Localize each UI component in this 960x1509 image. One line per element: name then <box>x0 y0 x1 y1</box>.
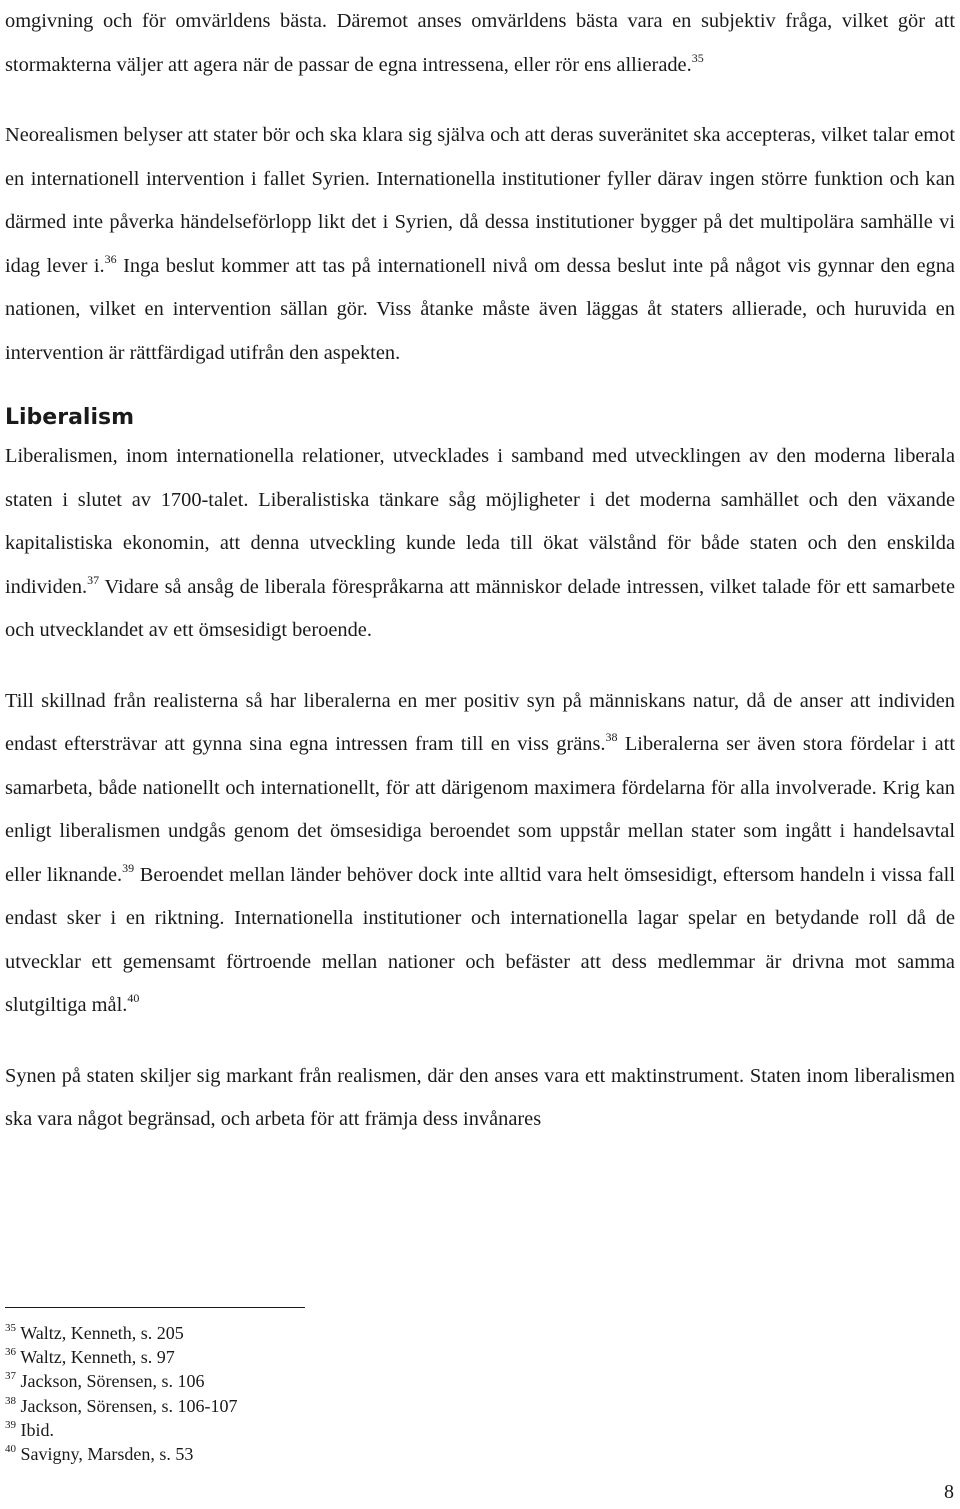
paragraph-text: Synen på staten skiljer sig markant från realismen, där den anses vara ett maktinstrument. Staten inom liberalismen ska vara något begränsad, och arbeta för att främja dess invånares <box>5 1064 955 1130</box>
paragraph-liberal-view <box>5 680 955 1028</box>
footnote <box>5 1418 605 1442</box>
paragraph-text: Till skillnad från realisterna så har liberalerna en mer positiv syn på människans natur, då de anser att individen endast eftersträvar att gynna sina egna intressen fram till en viss gräns. <box>5 689 955 755</box>
footnote-number: 36 <box>5 1346 16 1359</box>
paragraph-state-view <box>5 1055 955 1142</box>
footnote <box>5 1345 605 1369</box>
footnote <box>5 1369 605 1393</box>
footnote-ref: 38 <box>605 730 618 745</box>
footnote-text: Ibid. <box>20 1419 54 1440</box>
footnote-number: 39 <box>5 1418 16 1431</box>
footnote <box>5 1442 605 1466</box>
footnote-separator <box>5 1307 305 1308</box>
document-page <box>5 0 955 1142</box>
footnote-number: 38 <box>5 1394 16 1407</box>
footnote-text: Waltz, Kenneth, s. 97 <box>20 1347 175 1368</box>
footnote-number: 37 <box>5 1370 16 1383</box>
footnote-number: 40 <box>5 1443 16 1456</box>
footnotes <box>5 1321 605 1466</box>
paragraph-text: Inga beslut kommer att tas på internationell nivå om dessa beslut inte på något vis gynnar den egna nationen, vilket en intervention sällan gör. Viss åtanke måste även läggas åt staters allierade, och huruvida en intervention är rättfärdigad utifrån den aspekten. <box>5 254 955 364</box>
footnote-text: Waltz, Kenneth, s. 205 <box>20 1323 184 1343</box>
page-number: 8 <box>944 1481 954 1503</box>
paragraph-text: Beroendet mellan länder behöver dock inte alltid vara helt ömsesidigt, eftersom handeln i vissa fall endast sker i en riktning. Internationella institutioner och internationella lagar spelar en betydande roll då de utvecklar ett gemensamt förtroende mellan nationer och befäster att dess medlemmar är drivna mot samma slutgiltiga mål. <box>5 863 955 1016</box>
paragraph-text: Neorealismen belyser att stater bör och ska klara sig själva och att deras suveränitet ska accepteras, vilket talar emot en internationell intervention i fallet Syrien. Internationella institutioner fyller därav ingen större funktion och kan därmed inte påverka händelseförlopp likt det i Syrien, då dessa institutioner bygger på det multipolära samhälle vi idag lever i. <box>5 124 955 277</box>
section-heading: Liberalism <box>5 405 135 430</box>
footnote-number: 35 <box>5 1322 16 1334</box>
footnote-ref: 37 <box>87 572 100 587</box>
footnote-ref: 36 <box>104 251 117 266</box>
footnote <box>5 1394 605 1418</box>
footnote-ref: 40 <box>127 991 140 1006</box>
paragraph-liberalism-intro <box>5 435 955 653</box>
footnote-text: Jackson, Sörensen, s. 106-107 <box>20 1395 238 1416</box>
paragraph-text: Vidare så ansåg de liberala förespråkarna att människor delade intressen, vilket talade för ett samarbete och utvecklandet av ett ömsesidigt beroende. <box>5 575 955 641</box>
paragraph-neorealism <box>5 114 955 375</box>
footnote-ref: 39 <box>122 860 135 875</box>
paragraph-text: Liberalerna ser även stora fördelar i att samarbeta, både nationellt och internationellt, för att därigenom maximera fördelarna för alla involverade. Krig kan enligt liberalismen undgås genom det ömsesidiga beroendet som uppstår mellan stater som ingått i handelsavtal eller liknande. <box>5 733 955 886</box>
paragraph-continuation <box>5 0 955 87</box>
footnote-ref: 35 <box>691 50 704 65</box>
footnote <box>5 1321 605 1345</box>
footnote-text: Savigny, Marsden, s. 53 <box>20 1444 194 1465</box>
footnote-text: Jackson, Sörensen, s. 106 <box>20 1371 205 1392</box>
paragraph-text: omgivning och för omvärldens bästa. Däremot anses omvärldens bästa vara en subjektiv fråga, vilket gör att stormakterna väljer att agera när de passar de egna intressena, eller rör ens allierade. <box>5 10 955 76</box>
paragraph-text: Liberalismen, inom internationella relationer, utvecklades i samband med utvecklingen av den moderna liberala staten i slutet av 1700-talet. Liberalistiska tänkare såg möjligheter i det moderna samhället och den växande kapitalistiska ekonomin, att denna utveckling kunde leda till ökat välstånd för både staten och den enskilda individen. <box>5 445 955 598</box>
